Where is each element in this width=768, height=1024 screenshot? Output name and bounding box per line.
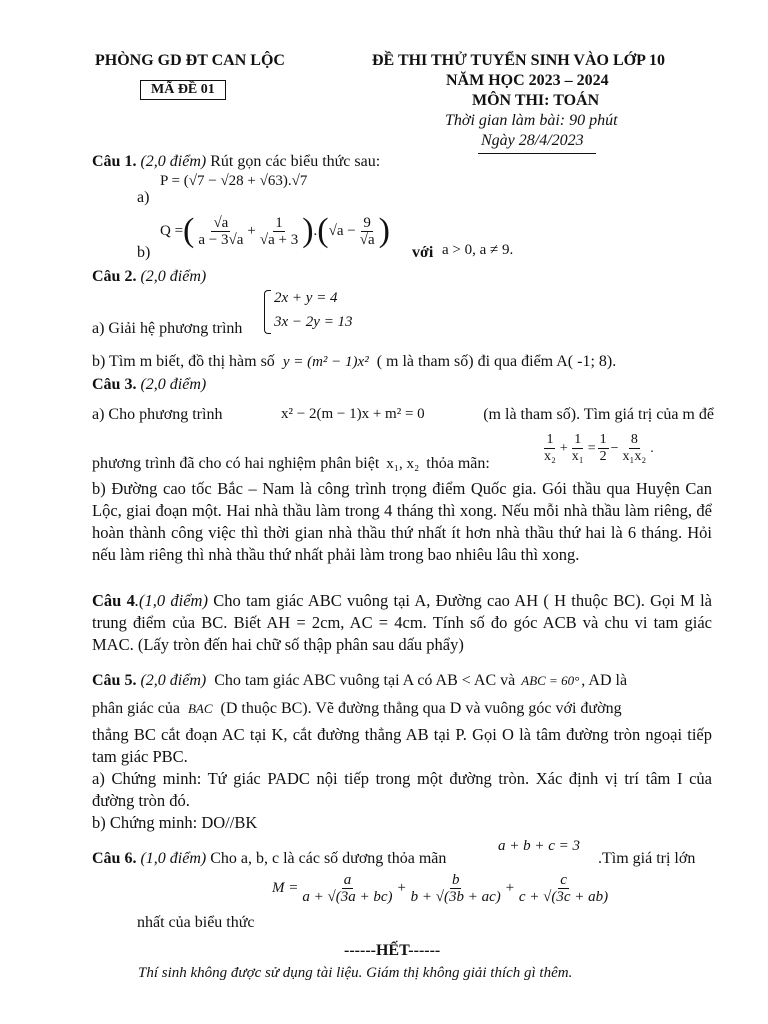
q1-b-expression: Q = ( $\frac{√a}{a - 3√a}$ + $\frac{1}{√a + 3}$ ) . ( √a − $\frac{9}{√a}$ ) [160, 212, 390, 249]
q2-b-text: b) Tìm m biết, đồ thị hàm số y = (m² − 1)x² ( m là tham số) đi qua điểm A( -1; 8). [92, 353, 617, 370]
question-1-heading: Câu 1. (2,0 điểm) Rút gọn các biểu thức sau: [92, 153, 381, 170]
q1-b-label: b) [137, 244, 151, 261]
footer-note: Thí sinh không được sử dụng tài liệu. Giám thị không giải thích gì thêm. [138, 965, 573, 981]
q1-a-label: a) [137, 189, 150, 206]
q1-a-expression: P = (√7 − √28 + √63).√7 [160, 173, 308, 189]
date-underline [478, 153, 596, 154]
system-brace [264, 290, 271, 334]
q2-a-text: a) Giải hệ phương trình [92, 320, 243, 337]
question-5-b: b) Chứng minh: DO//BK [92, 813, 258, 832]
question-5-line2: phân giác của BAC (D thuộc BC). Vẽ đường thẳng qua D và vuông góc với đường [92, 700, 622, 717]
question-5-a: a) Chứng minh: Tứ giác PADC nội tiếp trong một đường tròn. Xác định vị trí tâm I của đường tròn đó. [92, 769, 712, 810]
office-name: PHÒNG GD ĐT CAN LỘC [95, 52, 285, 69]
question-5-rest: thẳng BC cắt đoạn AC tại K, cắt đường thẳng AB tại P. Gọi O là tâm đường tròn ngoại tiếp tam giác PBC. [92, 725, 712, 766]
end-marker: ------HẾT------ [344, 942, 441, 959]
q3-b-text: b) Đường cao tốc Bắc – Nam là công trình trọng điểm Quốc gia. Gói thầu qua Huyện Can Lộc, giai đoạn một. Hai nhà thầu làm trong 4 tháng thì xong. Nếu mỗi nhà thầu làm riêng, để hoàn thành công việc thì thời gian nhà thầu thứ nhất ít hơn nhà thầu thứ hai là 6 tháng. Hỏi nếu làm riêng thì nhà thầu thứ nhất phải làm trong bao nhiêu lâu thì xong. [92, 479, 712, 564]
q2-eq1: 2x + y = 4 [274, 290, 338, 306]
subject: MÔN THI: TOÁN [472, 92, 600, 109]
exam-time: Thời gian làm bài: 90 phút [445, 112, 618, 129]
q3-a-line2: phương trình đã cho có hai nghiệm phân biệt x₁, x₂ thỏa mãn: [92, 455, 490, 472]
q1-b-condition: a > 0, a ≠ 9. [442, 242, 514, 258]
q1-b-with: với [412, 244, 434, 261]
q6-condition: a + b + c = 3 [498, 838, 581, 854]
q6-expression: M = $\frac{a}{a + √(3a + bc)}$ + $\frac{b}{b + √(3b + ac)}$ + $\frac{c}{c + √(3c + ab)}$ [272, 872, 609, 905]
question-4: Câu 4.(1,0 điểm) Cho tam giác ABC vuông tại A, Đường cao AH ( H thuộc BC). Gọi M là trung điểm của BC. Biết AH = 2cm, AC = 4cm. Tính số đo góc ACB và chu vi tam giác MAC. (Lấy tròn đến hai chữ số thập phân sau dấu phẩy) [92, 591, 712, 654]
exam-code: MÃ ĐỀ 01 [151, 82, 215, 97]
exam-code-box [140, 80, 226, 100]
question-5-line1: Câu 5. (2,0 điểm) Cho tam giác ABC vuông tại A có AB < AC và ABC = 60° , AD là [92, 672, 628, 689]
question-2-heading: Câu 2. (2,0 điểm) [92, 268, 207, 285]
q6-line2: nhất của biểu thức [137, 914, 255, 931]
q6-line1-end: .Tìm giá trị lớn [598, 850, 696, 867]
exam-title: ĐỀ THI THỬ TUYỂN SINH VÀO LỚP 10 [372, 52, 665, 69]
q2-eq2: 3x − 2y = 13 [274, 314, 353, 330]
q3-condition: $\frac{1}{\text{x₂}}$ + $\frac{1}{\text{x₁}}$ = $\frac{1}{2}$ − $\frac{8}{\text{x₁x₂}}$ . [544, 432, 654, 464]
exam-date: Ngày 28/4/2023 [481, 132, 584, 149]
question-6-line1: Câu 6. (1,0 điểm) Cho a, b, c là các số dương thỏa mãn [92, 850, 447, 867]
school-year: NĂM HỌC 2023 – 2024 [446, 72, 609, 89]
question-3-heading: Câu 3. (2,0 điểm) [92, 376, 207, 393]
q3-a-line1: a) Cho phương trình x² − 2(m − 1)x + m² = 0 (m là tham số). Tìm giá trị của m để [92, 406, 714, 423]
